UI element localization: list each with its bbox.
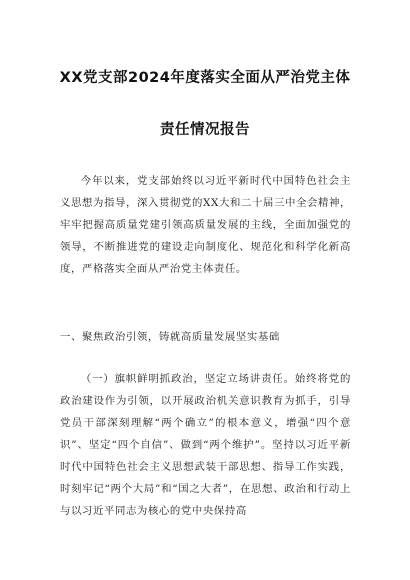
report-title-line-2: 责任情况报告 [160, 122, 250, 138]
report-title-line-1: XX党支部2024年度落实全面从严治党主体 [59, 70, 351, 86]
section-1-paragraph-1: （一）旗帜鲜明抓政治，坚定立场讲责任。始终将党的政治建设作为引领，以开展政治机关意识教育为抓手，引导党员干部深刻理解“两个确立”的根本意义，增强“四个意识”、坚定“四个自信”、做到“两个维护”。坚持以习近平新时代中国特色社会主义思想武装干部思想、指导工作实践，时刻牢记“两个大局”和“国之大者”，在思想、政治和行动上与以习近平同志为核心的党中央保持高 [60, 373, 351, 517]
section-heading-1: 一、聚焦政治引领，铸就高质量发展坚实基础 [60, 331, 280, 343]
intro-paragraph: 今年以来，党支部始终以习近平新时代中国特色社会主义思想为指导，深入贯彻党的XX大和二十届三中全会精神，牢牢把握高质量党建引领高质量发展的主线，全面加强党的领导，不断推进党的建设走向制度化、规范化和科学化新高度，严格落实全面从严治党主体责任。 [60, 175, 351, 275]
